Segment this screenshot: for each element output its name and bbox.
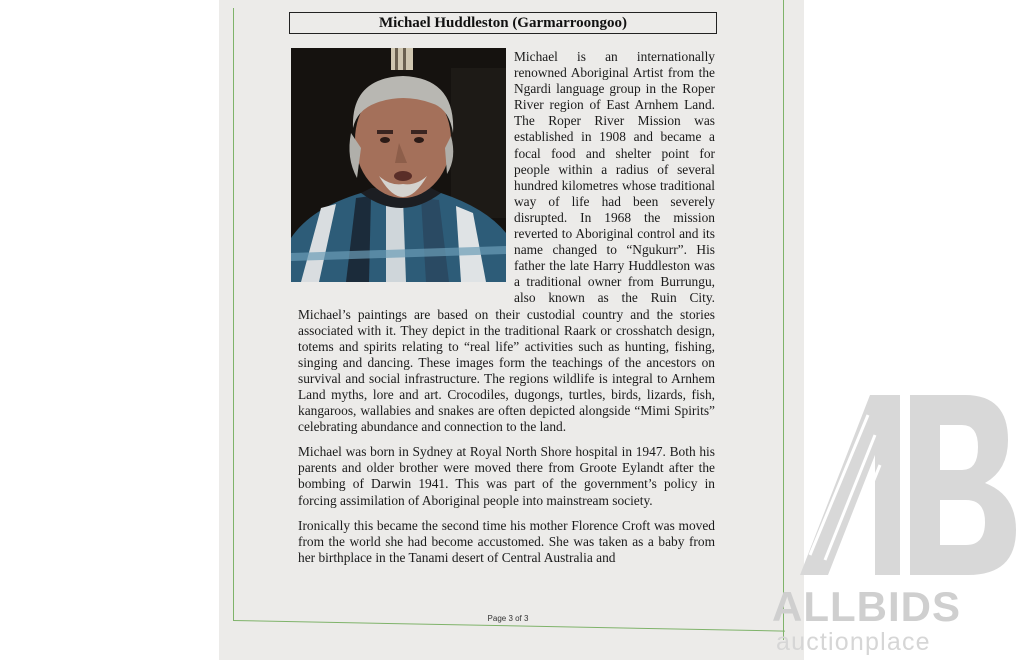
paragraph: Michael is an internationally renowned Aboriginal Artist from the Ngardi language group in the Roper River region of East Arnhem Land. The Roper River Mission was established in 1908 and became a focal food and shelter point for people within a radius of several hundred kilometres whose traditional way of life had been severely disrupted. In 1968 the mission reverted to Aboriginal control and its name changed to “Ngukurr”. His father the late Harry Huddleston was a traditional owner from Burrungu, also known as the Ruin City. Michael’s paintings are based on their custodial country and the stories associated with it. They depict in the traditional Raark or crosshatch design, totems and spirits relating to “real life” activities such as hunting, fishing, singing and dancing. These images form the teachings of the ancestors on survival and social infrastructure. The regions wildlife is integral to Arnhem Land myths, lore and art. Crocodiles, dugongs, turtles, birds, lizards, fish, kangaroos, wallabies and snakes are often depicted alongside “Mimi Spirits” celebrating abundance and connection to the land. — [298, 49, 715, 435]
page-number: Page 3 of 3 — [487, 614, 529, 623]
paragraph: Michael was born in Sydney at Royal North Shore hospital in 1947. Both his parents and older brother were moved there from Groote Eylandt after the bombing of Darwin 1941. This was part of the government’s policy in forcing assimilation of Aboriginal people into mainstream society. — [298, 444, 715, 508]
document-title: Michael Huddleston (Garmarroongoo) — [289, 12, 717, 34]
page-border-left — [233, 8, 234, 620]
allbids-logo-icon — [780, 395, 1016, 575]
allbids-watermark-text: ALLBIDS — [772, 583, 961, 630]
auctionplace-watermark-text: auctionplace — [776, 628, 931, 656]
paragraph: Ironically this became the second time his mother Florence Croft was moved from the world she had become accustomed. She was taken as a baby from her birthplace in the Tanami desert of Central Australia and — [298, 517, 715, 565]
document-body — [298, 49, 715, 575]
photo-text-wrap-spacer — [298, 49, 514, 293]
